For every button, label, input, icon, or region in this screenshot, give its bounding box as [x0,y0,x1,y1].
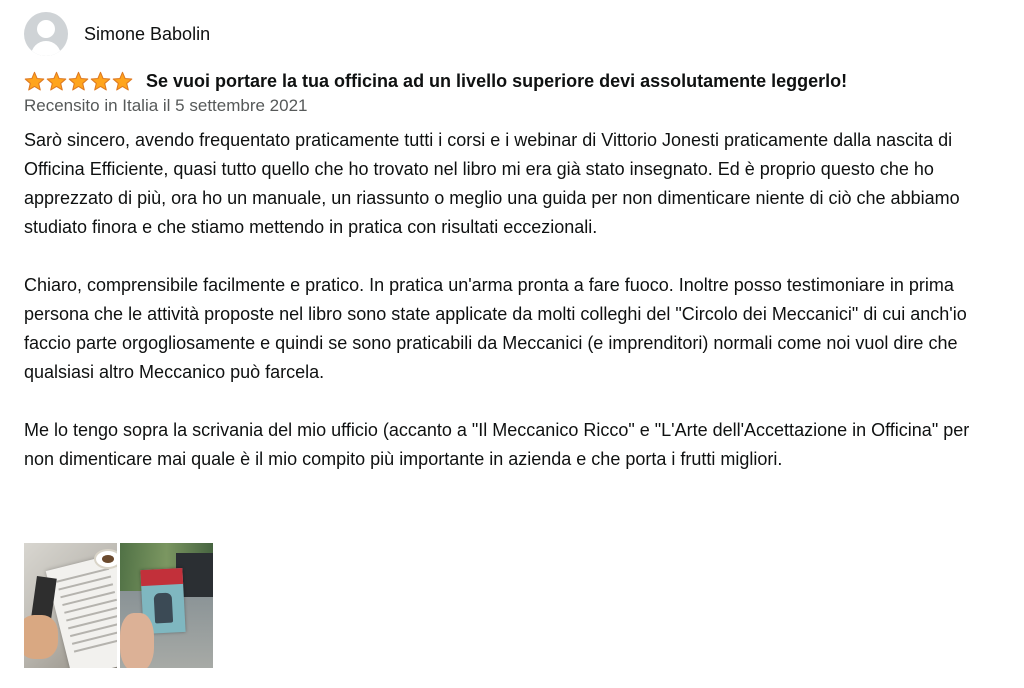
avatar-head-icon [37,20,55,38]
star-icon [46,71,67,92]
reviewer-name[interactable]: Simone Babolin [84,23,211,44]
avatar-body-icon [31,41,61,56]
review-title[interactable]: Se vuoi portare la tua officina ad un livello superiore devi assolutamente leggerlo! [146,70,848,91]
book-page-illustration [46,554,117,668]
avatar[interactable] [24,12,68,56]
review-paragraph: Me lo tengo sopra la scrivania del mio ufficio (accanto a "Il Meccanico Ricco" e "L'Arte dell'Accettazione in Officina" per non dimenticare mai quale è il mio compito più importante in azienda e che porta i frutti migliori. [24,420,970,469]
review-image-thumbnail[interactable] [120,543,213,668]
review-title-row [24,69,1004,93]
star-icon [24,71,45,92]
review-paragraph: Chiaro, comprensibile facilmente e pratico. In pratica un'arma pronta a fare fuoco. Inoltre posso testimoniare in prima persona che le attività proposte nel libro sono state applicate da molti colleghi del "Circolo dei Meccanici" di cui anch'io faccio parte orgogliosamente e quindi se sono praticabili da Meccanici (e imprenditori) normali come noi vuol dire che qualsiasi altro Meccanico può farcela. [24,275,967,382]
review-body [24,126,1004,474]
star-icon [90,71,111,92]
review-image-thumbnail[interactable] [24,543,117,668]
review-date: Recensito in Italia il 5 settembre 2021 [24,96,308,115]
star-rating[interactable] [24,71,133,92]
review-card [24,12,1004,503]
star-icon [112,71,133,92]
review-paragraph: Sarò sincero, avendo frequentato praticamente tutti i corsi e i webinar di Vittorio Jonesti praticamente dalla nascita di Officina Efficiente, quasi tutto quello che ho trovato nel libro mi era già stato insegnato. Ed è proprio questo che ho apprezzato di più, ora ho un manuale, un riassunto o meglio una guida per non dimenticare niente di ciò che abbiamo studiato finora e che stiamo mettendo in pratica con risultati eccezionali. [24,130,960,237]
review-images [24,543,213,668]
star-icon [68,71,89,92]
hand-illustration [24,615,58,659]
coffee-cup-icon [94,549,117,569]
reviewer-profile[interactable] [24,12,1004,56]
hand-illustration [120,613,154,668]
